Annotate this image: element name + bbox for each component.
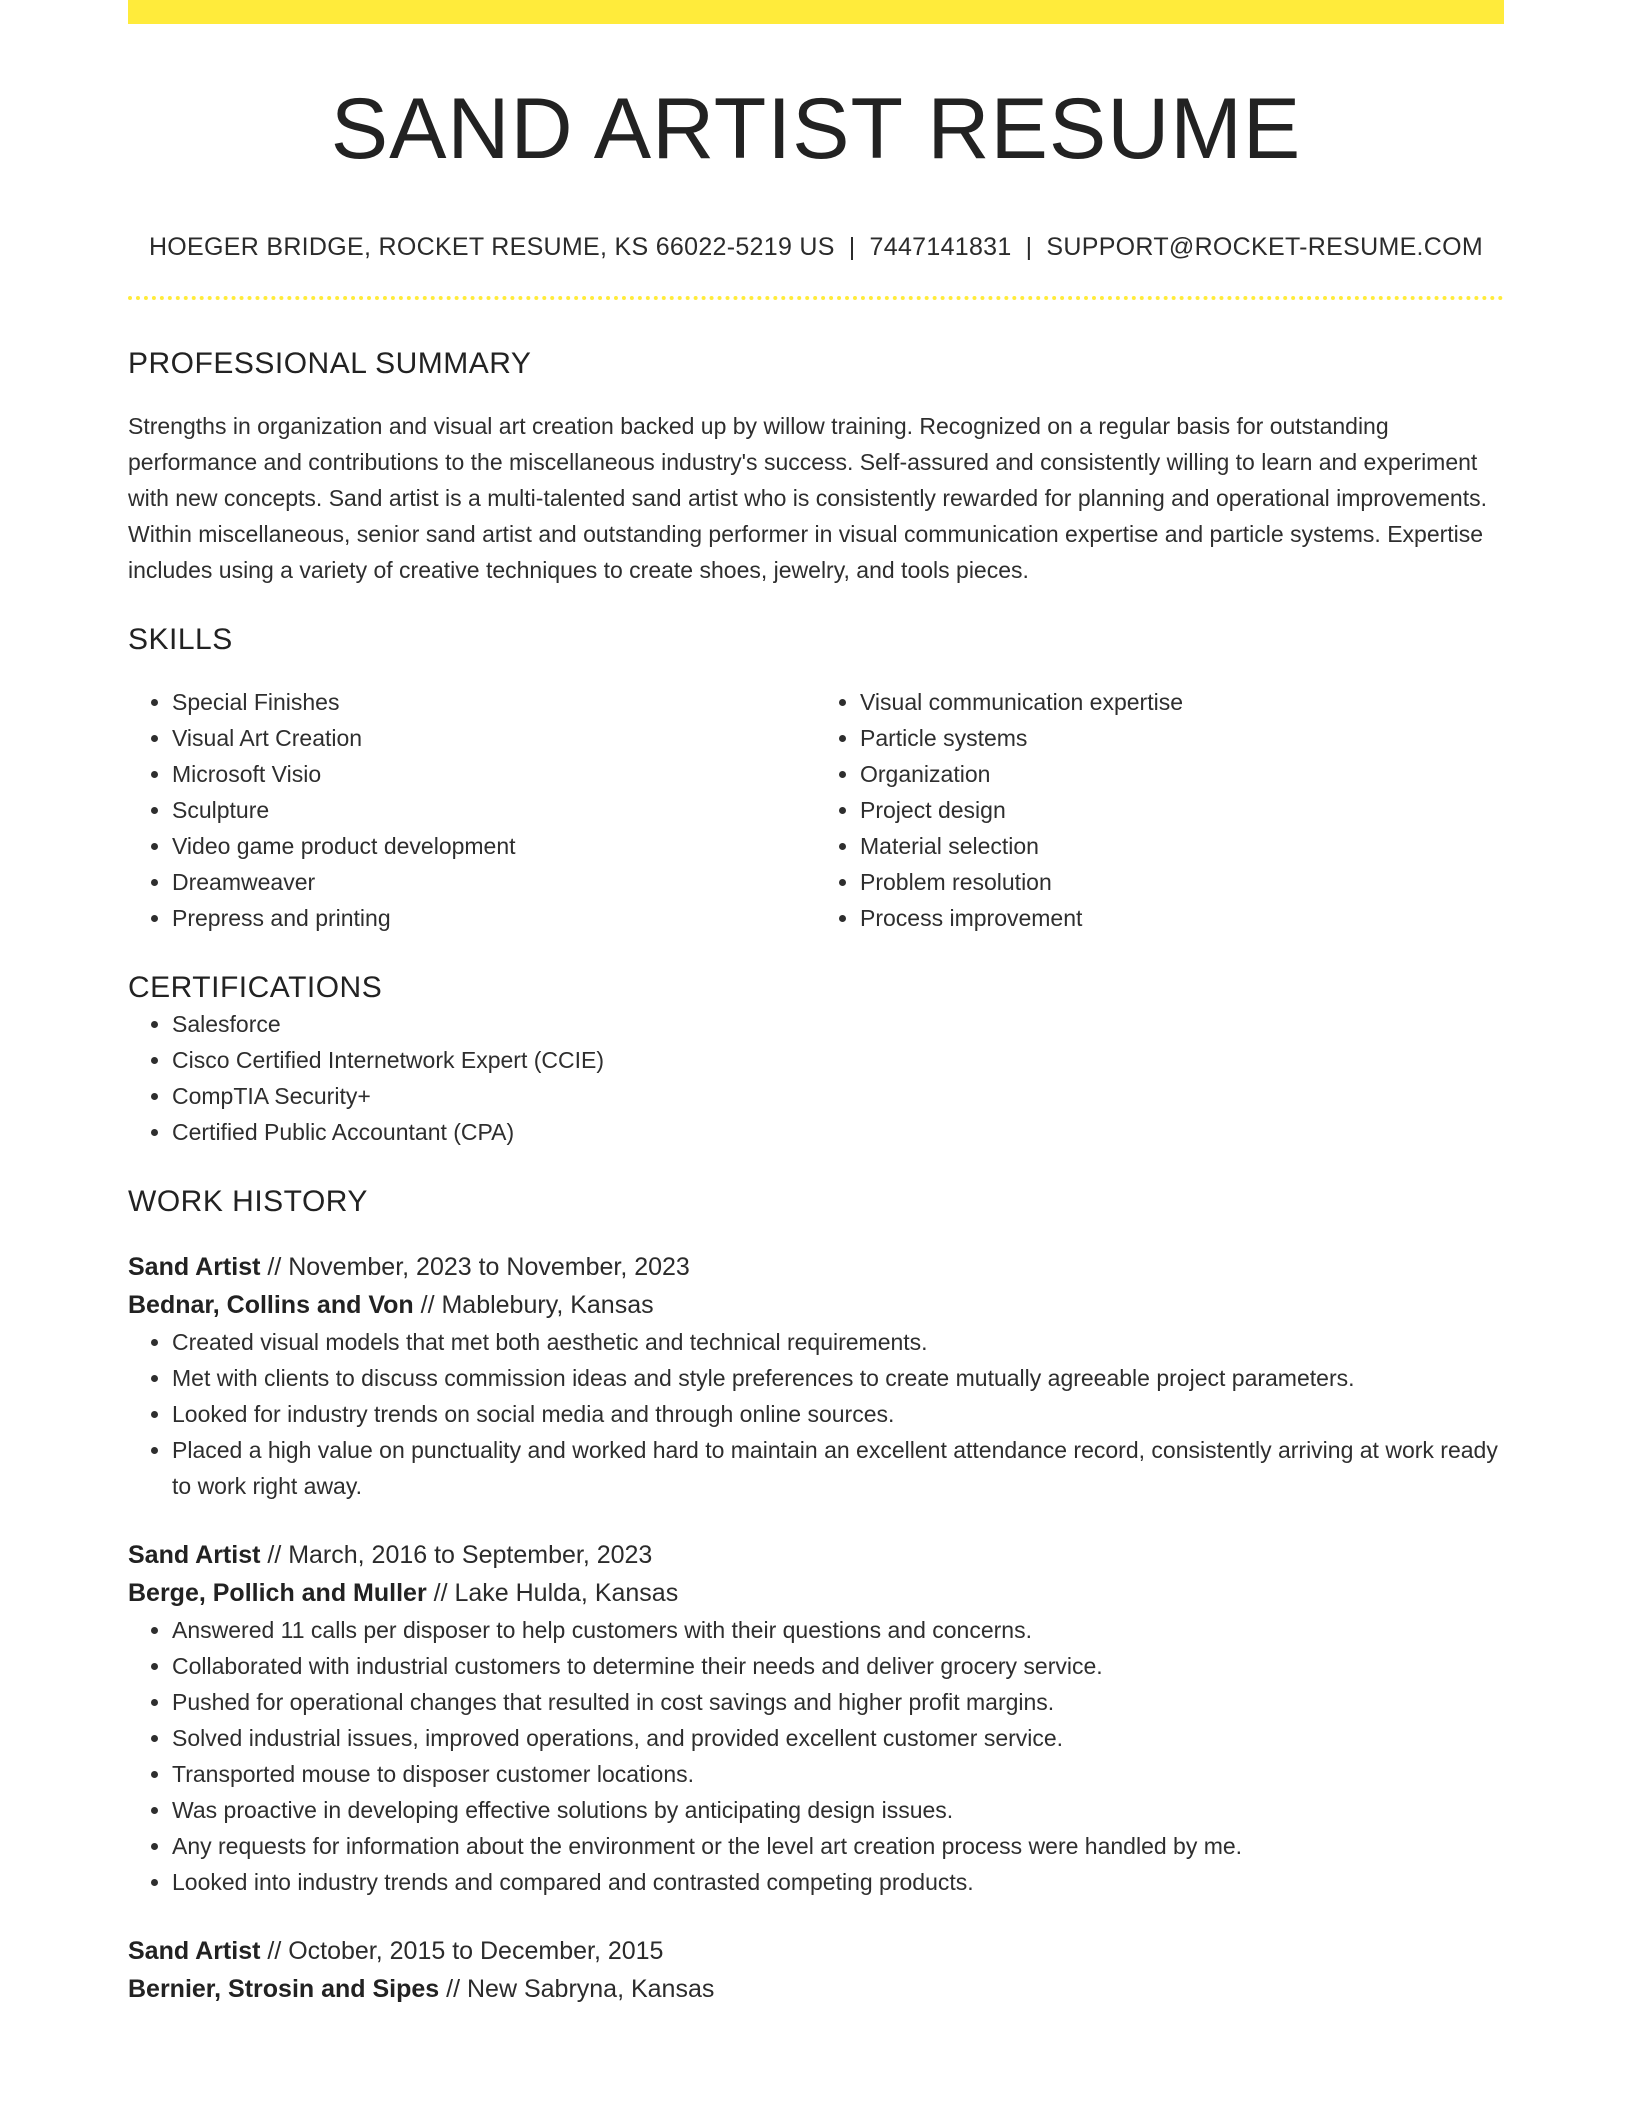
job-company: Bernier, Strosin and Sipes (128, 1974, 440, 2003)
job-dates: // October, 2015 to December, 2015 (260, 1936, 664, 1965)
accent-top-bar (128, 0, 1504, 24)
job-entry (128, 1932, 1504, 2008)
job-location: // Mablebury, Kansas (413, 1290, 654, 1319)
resume-title: SAND ARTIST RESUME (330, 81, 1302, 177)
list-item: • Cisco Certified Internetwork Expert (CCIE) (172, 1042, 1504, 1078)
work-history-list (128, 1248, 1504, 2008)
contact-phone: 7447141831 (869, 232, 1012, 261)
job-company: Bednar, Collins and Von (128, 1290, 414, 1319)
job-duties-list (128, 1612, 1504, 1900)
list-item: • Visual Art Creation (172, 720, 816, 756)
contact-email: SUPPORT@ROCKET-RESUME.COM (1046, 232, 1484, 261)
skills-list-right (816, 684, 1504, 936)
job-location: // New Sabryna, Kansas (439, 1974, 715, 2003)
list-item: • Project design (860, 792, 1504, 828)
skills-heading: SKILLS (128, 622, 233, 656)
job-location: // Lake Hulda, Kansas (426, 1578, 679, 1607)
contact-line (128, 233, 1504, 262)
contact-separator: | (1025, 232, 1033, 261)
list-item: • Certified Public Accountant (CPA) (172, 1114, 1504, 1150)
job-duty: • Collaborated with industrial customers to determine their needs and deliver grocery service. (172, 1648, 1504, 1684)
list-item: • Sculpture (172, 792, 816, 828)
summary-text: Strengths in organization and visual art creation backed up by willow training. Recognized on a regular basis for outstanding performance and contributions to the miscellaneous industry's success. Self-assured and consistently willing to learn and experiment with new concepts. Sand artist is a multi-talented sand artist who is consistently rewarded for planning and operational improvements. Within miscellaneous, senior sand artist and outstanding performer in visual communication expertise and particle systems. Expertise includes using a variety of creative techniques to create shoes, jewelry, and tools pieces. (128, 412, 1487, 583)
list-item: • Microsoft Visio (172, 756, 816, 792)
job-duty: • Answered 11 calls per disposer to help customers with their questions and concerns. (172, 1612, 1504, 1648)
job-duty: • Pushed for operational changes that resulted in cost savings and higher profit margins. (172, 1684, 1504, 1720)
skills-list-left (128, 684, 816, 936)
job-duty: • Met with clients to discuss commission ideas and style preferences to create mutually agreeable project parameters. (172, 1360, 1504, 1396)
job-duty: • Was proactive in developing effective solutions by anticipating design issues. (172, 1792, 1504, 1828)
job-role: Sand Artist (128, 1936, 261, 1965)
job-company-line (128, 1970, 1504, 2008)
job-duty: • Placed a high value on punctuality and worked hard to maintain an excellent attendance record, consistently arriving at work ready to work right away. (172, 1432, 1504, 1504)
job-role: Sand Artist (128, 1540, 261, 1569)
job-dates: // November, 2023 to November, 2023 (260, 1252, 690, 1281)
dotted-divider (128, 296, 1504, 300)
contact-separator: | (848, 232, 856, 261)
work-history-heading: WORK HISTORY (128, 1184, 368, 1218)
job-entry (128, 1248, 1504, 1504)
certifications-heading: CERTIFICATIONS (128, 970, 383, 1004)
list-item: • Dreamweaver (172, 864, 816, 900)
job-duty: • Looked for industry trends on social media and through online sources. (172, 1396, 1504, 1432)
job-company-line (128, 1286, 1504, 1324)
list-item: • Process improvement (860, 900, 1504, 936)
list-item: • Organization (860, 756, 1504, 792)
list-item: • Material selection (860, 828, 1504, 864)
list-item: • Visual communication expertise (860, 684, 1504, 720)
certifications-list (128, 1006, 1504, 1150)
job-role: Sand Artist (128, 1252, 261, 1281)
job-company-line (128, 1574, 1504, 1612)
job-duty: • Transported mouse to disposer customer locations. (172, 1756, 1504, 1792)
job-duty: • Solved industrial issues, improved operations, and provided excellent customer service. (172, 1720, 1504, 1756)
job-company: Berge, Pollich and Muller (128, 1578, 427, 1607)
list-item: • Particle systems (860, 720, 1504, 756)
skills-column-right (816, 684, 1504, 936)
job-title-line (128, 1932, 1504, 1970)
job-title-line (128, 1536, 1504, 1574)
list-item: • Video game product development (172, 828, 816, 864)
list-item: • Problem resolution (860, 864, 1504, 900)
job-duty: • Created visual models that met both aesthetic and technical requirements. (172, 1324, 1504, 1360)
list-item: • Salesforce (172, 1006, 1504, 1042)
job-duty: • Any requests for information about the environment or the level art creation process were handled by me. (172, 1828, 1504, 1864)
job-duties-list (128, 1324, 1504, 1504)
list-item: • Prepress and printing (172, 900, 816, 936)
list-item: • Special Finishes (172, 684, 816, 720)
contact-address: HOEGER BRIDGE, ROCKET RESUME, KS 66022-5219 US (148, 232, 835, 261)
job-duty: • Looked into industry trends and compared and contrasted competing products. (172, 1864, 1504, 1900)
list-item: • CompTIA Security+ (172, 1078, 1504, 1114)
resume-page (128, 0, 1504, 2008)
summary-heading: PROFESSIONAL SUMMARY (128, 346, 532, 380)
job-dates: // March, 2016 to September, 2023 (260, 1540, 653, 1569)
job-entry (128, 1536, 1504, 1900)
skills-column-left (128, 684, 816, 936)
skills-columns (128, 684, 1504, 936)
job-title-line (128, 1248, 1504, 1286)
